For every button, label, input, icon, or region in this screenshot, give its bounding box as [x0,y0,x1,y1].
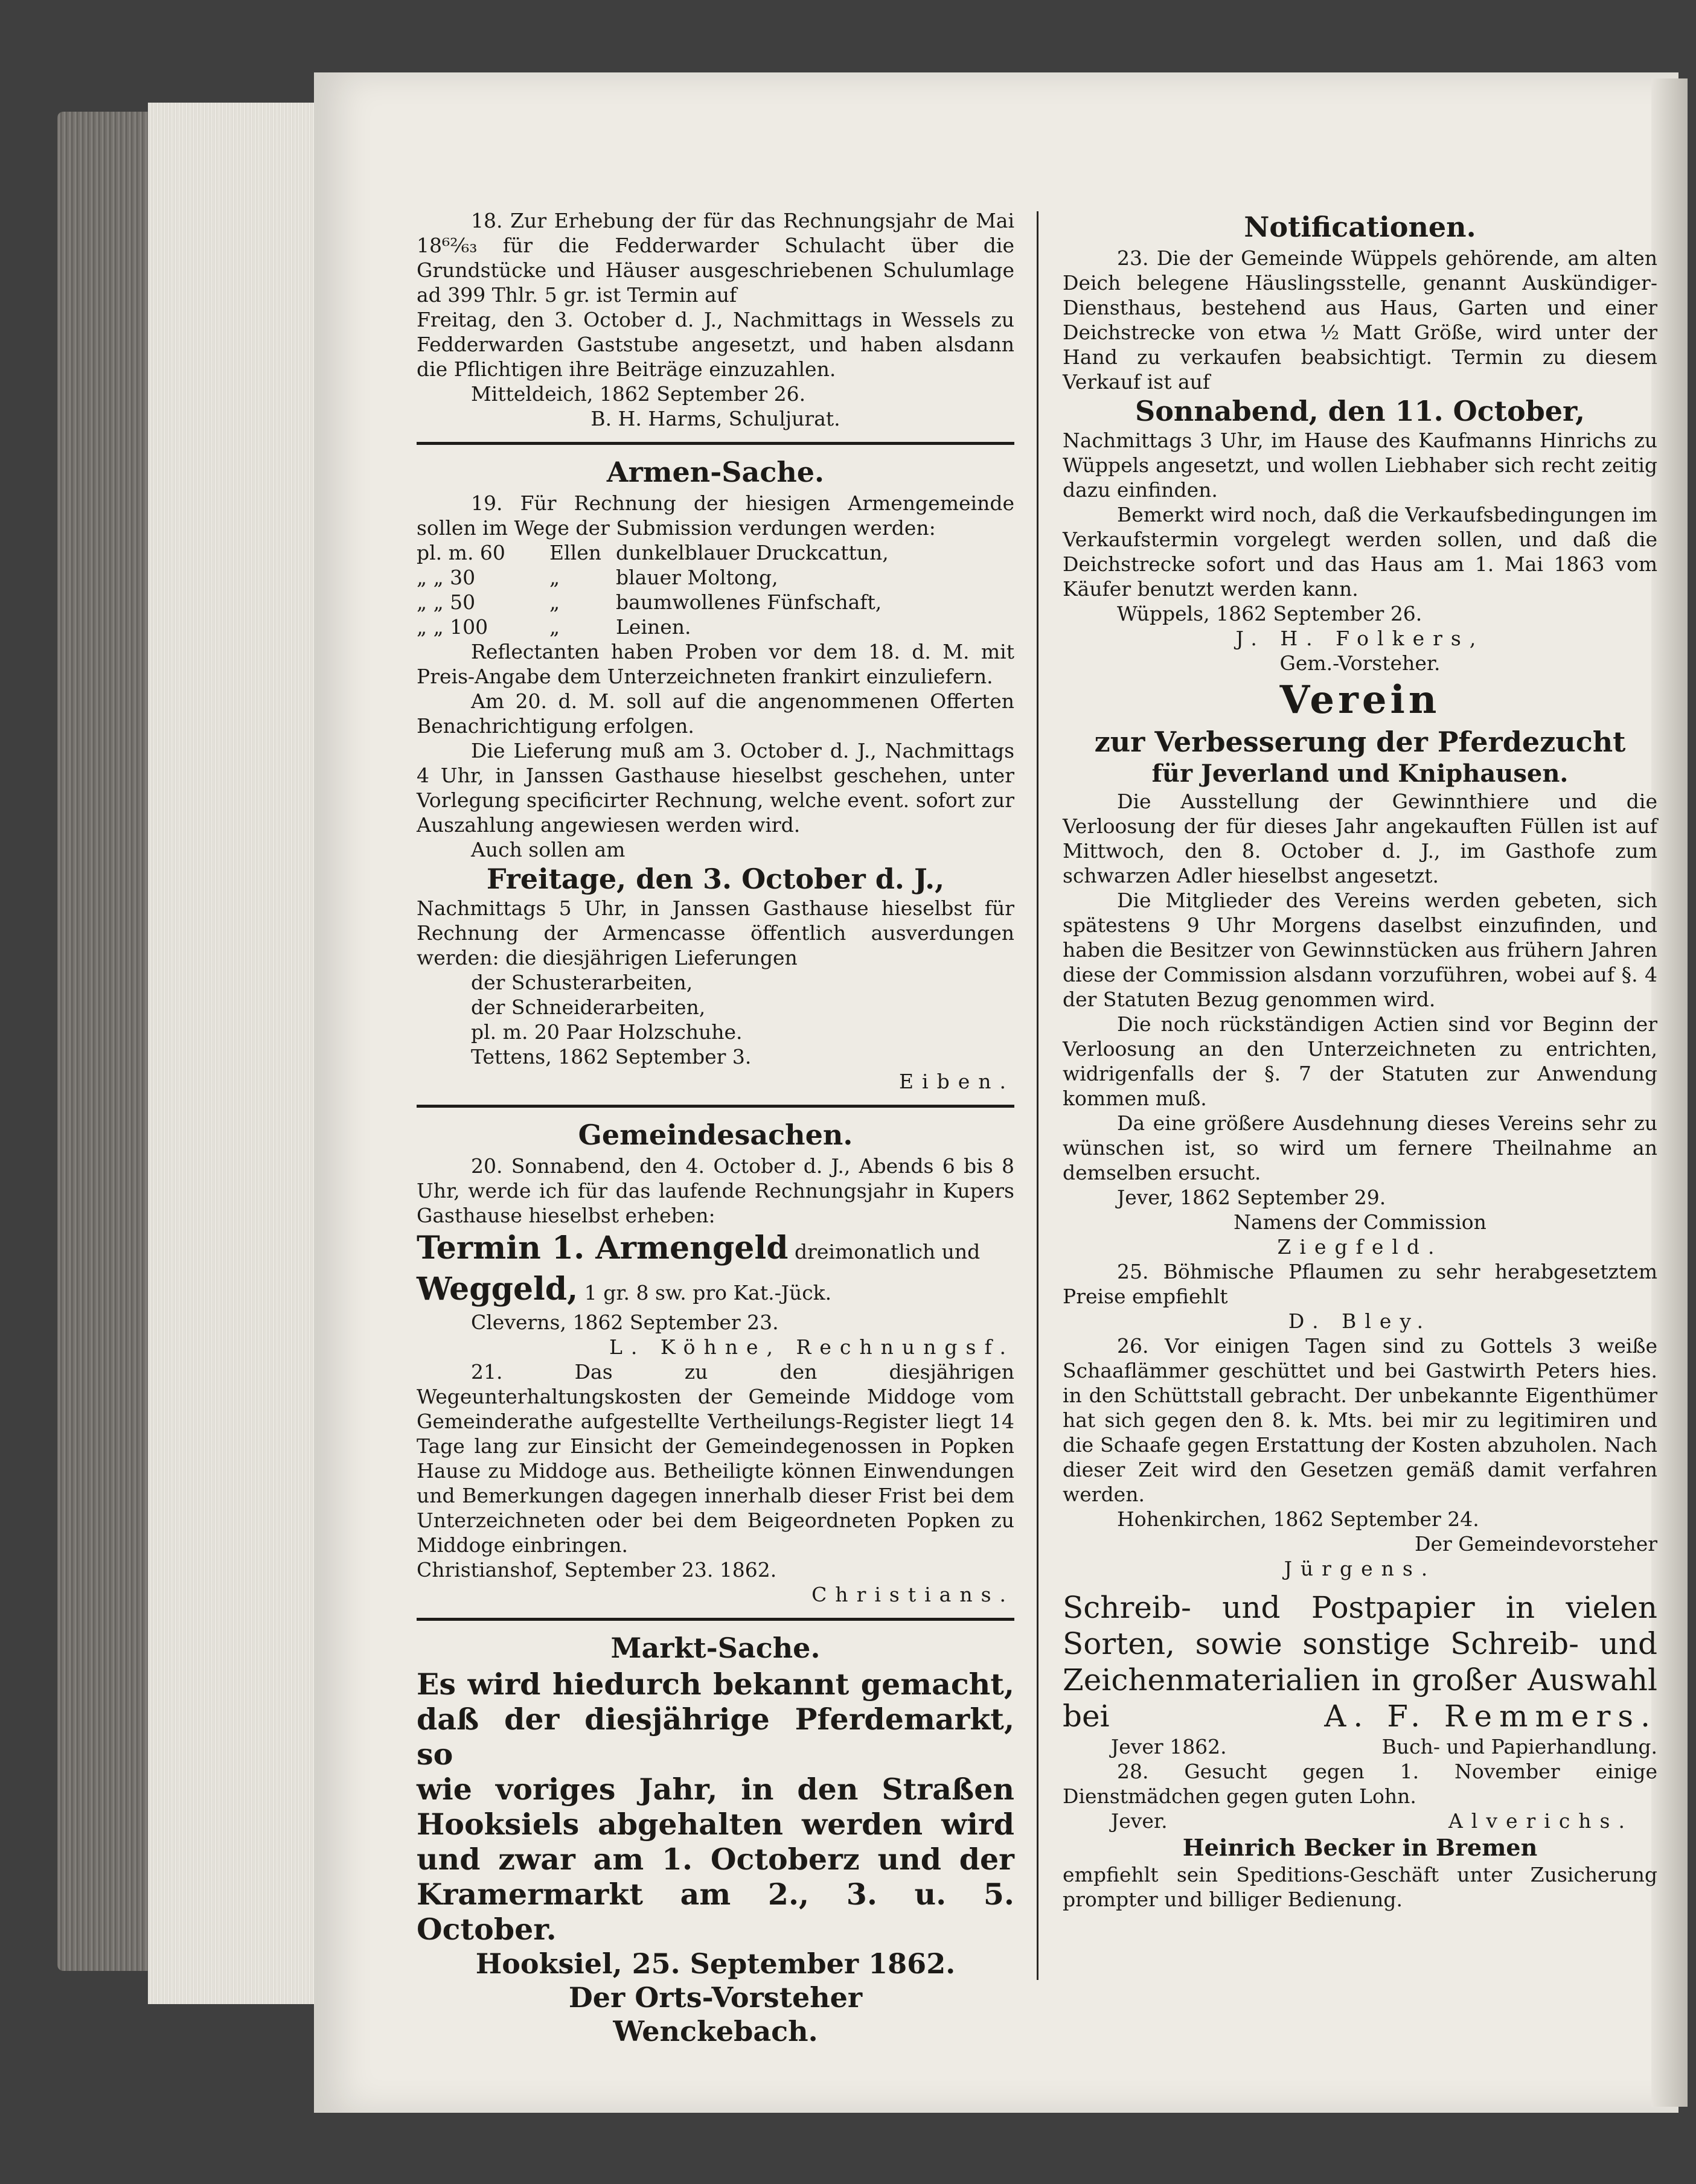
markt-line: und zwar am 1. Octoberz und der [417,1842,1014,1877]
notice-18-sign: B. H. Harms, Schuljurat. [590,407,840,430]
gemeinde-sign2: Christians. [811,1583,1014,1606]
markt-line: daß der diesjährige Pferdemarkt, so [417,1702,1014,1772]
papier-sign: Buch- und Papierhandlung. [1381,1735,1657,1758]
papier-place: Jever 1862. [1111,1735,1227,1758]
list-item [417,615,1014,639]
papier-last-b: A. F. Remmers. [1324,1699,1657,1734]
item-desc: blauer Moltong, [616,566,778,589]
papier-ad [1063,1589,1657,1759]
gemeinde-big1-suffix: dreimonatlich und [795,1240,981,1263]
notif-p2: Nachmittags 3 Uhr, im Hause des Kaufmanns Hinrichs zu Wüppels angesetzt, und wollen Liebhaber sich recht zeitig dazu einfinden. [1063,429,1657,502]
notice-18-place: Mitteldeich, 1862 September 26. [471,382,806,406]
item-qty: „ „ 30 [417,566,476,589]
notif-p1: 23. Die der Gemeinde Wüppels gehörende, am alten Deich belegene Häuslingsstelle, genannt Auskündiger-Diensthaus, bestehend aus Haus, Garten und einer Deichstrecke von etwa ½ Matt Größe, wird unter der Hand zu verkaufen beabsichtigt. Termin zu diesem Verkauf ist auf [1063,246,1657,394]
papier-lastline [1063,1698,1657,1734]
item-unit: „ [549,615,560,639]
gemeinde-section [417,1116,1014,1607]
column-divider [1037,211,1038,1980]
armen-p3: Am 20. d. M. soll auf die angenommenen Offerten Benachrichtigung erfolgen. [417,689,1014,738]
section-rule [417,1105,1014,1108]
verein-p1: Die Ausstellung der Gewinnthiere und die Verloosung der für dieses Jahr angekauften Füllen ist auf Mittwoch, den 8. October d. J., im Gasthofe zum schwarzen Adler hieselbst angesetzt. [1063,790,1657,887]
verein-p2: Die Mitglieder des Vereins werden gebeten, sich spätestens 9 Uhr Morgens daselbst einzufinden, und haben die Besitzer von Gewinnstücken aus frühern Jahren diese der Commission alsdann vorzuführen, wobei auf §. 4 der Statuten Bezug genommen wird. [1063,889,1657,1011]
verein-place: Jever, 1862 September 29. [1117,1186,1386,1209]
verein-sign1: Namens der Commission [1234,1210,1486,1234]
verein-sub2: für Jeverland und Kniphausen. [1151,759,1569,788]
verein-p4: Da eine größere Ausdehnung dieses Vereins sehr zu wünschen ist, so wird um fernere Theilnahme an demselben ersucht. [1063,1111,1657,1184]
book-cover-edge [57,112,148,1971]
notif-section [1063,208,1657,675]
item-unit: Ellen [549,541,601,564]
markt-sign2: Wenckebach. [613,2015,818,2048]
page-stack-edges [148,103,329,2004]
becker-ad [1063,1833,1657,1912]
verein-p3: Die noch rückständigen Actien sind vor Beginn der Verloosung an den Unterzeichneten zu entrichten, widrigenfalls der §. 7 der Statuten zur Anwendung kommen muß. [1063,1012,1657,1110]
list-item [417,565,1014,590]
gemeinde-sign: L. Köhne, Rechnungsf. [609,1335,1014,1359]
item-desc: Leinen. [616,615,691,639]
papier-line: Sorten, sowie sonstige Schreib- und [1063,1626,1657,1661]
item-qty: pl. m. 60 [417,541,505,564]
papier-line: Schreib- und Postpapier in vielen [1063,1590,1657,1625]
armen-l2: der Schneiderarbeiten, [471,995,706,1019]
markt-line: Hooksiels abgehalten werden wird [417,1807,1014,1842]
becker-title: Heinrich Becker in Bremen [1182,1834,1538,1861]
verein-title: Verein [1279,677,1441,723]
armen-section [417,453,1014,1094]
gemeinde-big1: Termin 1. Armengeld [417,1230,789,1266]
armen-p2: Reflectanten haben Proben vor dem 18. d. M. mit Preis-Angabe dem Unterzeichneten frankirt einzuliefern. [417,640,1014,688]
notif-sign2: Gem.-Vorsteher. [1279,651,1441,675]
notif-sign1: J. H. Folkers, [1235,627,1485,650]
papier-last-a: bei [1063,1699,1110,1734]
verein-sign2: Ziegfeld. [1277,1235,1443,1259]
verein-section [1063,675,1657,1259]
armen-p5: Auch sollen am [471,838,626,861]
notice-25-body: 25. Böhmische Pflaumen zu sehr herabgesetztem Preise empfiehlt [1063,1260,1657,1308]
gemeinde-title: Gemeindesachen. [578,1119,853,1151]
item-unit: „ [549,590,560,614]
notice-26 [1063,1333,1657,1581]
papier-footer [1063,1734,1657,1759]
armen-sign: Eiben. [898,1070,1014,1093]
markt-section [417,1629,1014,2048]
notice-18-body: 18. Zur Erhebung der für das Rechnungsjahr de Mai 18⁶²⁄₆₃ für die Fedderwarder Schulacht über die Grundstücke und Häuser ausgeschriebenen Schulumlage ad 399 Thlr. 5 gr. ist Termin auf [417,209,1014,307]
gemeinde-p2: 21. Das zu den diesjährigen Wegeunterhaltungskosten der Gemeinde Middoge vom Gemeinderathe aufgestellte Vertheilungs-Register liegt 14 Tage lang zur Einsicht der Gemeindegenossen in Popken Hause zu Middoge aus. Betheiligte können Einwendungen und Bemerkungen dagegen innerhalb dieser Frist bei dem Unterzeichneten oder bei dem Beigeordneten Popken zu Middoge einbringen. [417,1360,1014,1557]
notif-date: Sonnabend, den 11. October, [1135,395,1585,427]
item-qty: „ „ 100 [417,615,488,639]
markt-place: Hooksiel, 25. September 1862. [475,1947,956,1980]
becker-body: empfiehlt sein Speditions-Geschäft unter Zusicherung prompter und billiger Bedienung. [1063,1863,1657,1911]
armen-date: Freitage, den 3. October d. J., [486,863,945,895]
notice-28-place: Jever. [1111,1809,1168,1833]
armen-items [417,540,1014,639]
notice-26-sign1: Der Gemeindevorsteher [1415,1532,1657,1556]
armen-l1: der Schusterarbeiten, [471,971,693,994]
markt-line: wie voriges Jahr, in den Straßen [417,1772,1014,1807]
list-item [417,590,1014,615]
gemeinde-place: Cleverns, 1862 September 23. [471,1311,779,1334]
armen-p6: Nachmittags 5 Uhr, in Janssen Gasthause hieselbst für Rechnung der Armencasse öffentlich ausverdungen werden: die diesjährigen Lieferungen [417,896,1014,969]
armen-p4: Die Lieferung muß am 3. October d. J., Nachmittags 4 Uhr, in Janssen Gasthause hieselbst geschehen, unter Vorlegung specificirter Rechnung, welche event. sofort zur Auszahlung angewiesen werden wird. [417,739,1014,837]
item-desc: dunkelblauer Druckcattun, [616,541,889,564]
notice-18 [417,208,1014,431]
notice-18-line2: Freitag, den 3. October d. J., Nachmittags in Wessels zu Fedderwarden Gaststube angesetzt, und haben alsdann die Pflichtigen ihre Beiträge einzuzahlen. [417,308,1014,381]
gemeinde-big2: Weggeld, [417,1271,578,1308]
notif-place: Wüppels, 1862 September 26. [1117,602,1422,625]
gemeinde-place2: Christianshof, September 23. 1862. [417,1558,777,1582]
notice-28-sign: Alverichs. [1448,1809,1633,1833]
armen-body: 19. Für Rechnung der hiesigen Armengemeinde sollen im Wege der Submission verdungen werden: [417,491,1014,540]
item-qty: „ „ 50 [417,590,476,614]
gemeinde-p1: 20. Sonnabend, den 4. October d. J., Abends 6 bis 8 Uhr, werde ich für das laufende Rechnungsjahr in Kupers Gasthause hieselbst erheben: [417,1154,1014,1227]
item-desc: baumwollenes Fünfschaft, [616,590,882,614]
notice-28 [1063,1759,1657,1833]
notice-26-body: 26. Vor einigen Tagen sind zu Gottels 3 weiße Schaaflämmer geschüttet und bei Gastwirth Peters hies. in den Schüttstall gebracht. Der unbekannte Eigenthümer hat sich gegen den 8. k. Mts. bei mir zu legitimiren und die Schaafe gegen Erstattung der Kosten abzuholen. Nach dieser Zeit wird den Gesetzen gemäß damit verfahren werden. [1063,1334,1657,1506]
item-unit: „ [549,566,560,589]
notice-25-sign: D. Bley. [1288,1309,1432,1333]
notice-26-sign2: Jürgens. [1284,1557,1436,1580]
papier-line: Zeichenmaterialien in großer Auswahl [1063,1662,1657,1697]
left-column [417,208,1014,2048]
section-rule [417,1618,1014,1621]
markt-line: Kramermarkt am 2., 3. u. 5. October. [417,1877,1014,1947]
armen-place: Tettens, 1862 September 3. [471,1045,752,1068]
armen-title: Armen-Sache. [606,456,825,488]
notice-25 [1063,1259,1657,1333]
gemeinde-big2-suffix: 1 gr. 8 sw. pro Kat.-Jück. [584,1281,832,1304]
notif-p3: Bemerkt wird noch, daß die Verkaufsbedingungen im Verkaufstermin vorgelegt werden sollen, und daß die Deichstrecke sofort und das Haus am 1. Mai 1863 vom Käufer benutzt werden kann. [1063,503,1657,601]
notif-title: Notificationen. [1244,211,1476,243]
armen-l3: pl. m. 20 Paar Holzschuhe. [471,1020,743,1044]
markt-sign1: Der Orts-Vorsteher [568,1981,863,2014]
notice-26-place: Hohenkirchen, 1862 September 24. [1117,1507,1479,1531]
list-item [417,540,1014,565]
markt-line: Es wird hiedurch bekannt gemacht, [417,1667,1014,1702]
verein-sub1: zur Verbesserung der Pferdezucht [1094,726,1626,758]
markt-title: Markt-Sache. [610,1632,821,1664]
right-column [1063,208,1657,1912]
notice-28-footer [1063,1809,1657,1833]
section-rule [417,442,1014,445]
notice-28-body: 28. Gesucht gegen 1. November einige Dienstmädchen gegen guten Lohn. [1063,1760,1657,1808]
